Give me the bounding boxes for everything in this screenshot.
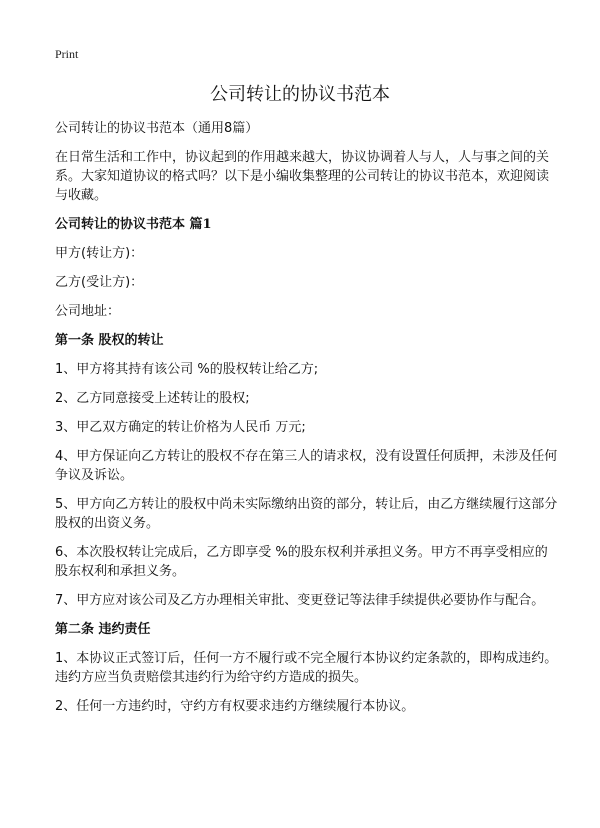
party-a-line: 甲方(转让方)： [55,246,144,261]
article2-item: 2、任何一方违约时，守约方有权要求违约方继续履行本协议。 [55,699,415,714]
party-b-line: 乙方(受让方)： [55,275,144,290]
intro-paragraph: 在日常生活和工作中，协议起到的作用越来越大，协议协调着人与人，人与事之间的关系。大家知道协议的格式吗？以下是小编收集整理的公司转让的协议书范本，欢迎阅读与收藏。 [55,150,550,203]
document-subtitle: 公司转让的协议书范本（通用8篇） [55,121,259,136]
article2-item: 1、本协议正式签订后，任何一方不履行或不完全履行本协议约定条款的，即构成违约。违约方应当负责赔偿其违约行为给守约方造成的损失。 [55,651,558,685]
section-title: 公司转让的协议书范本 篇1 [55,217,212,232]
article1-item: 7、甲方应对该公司及乙方办理相关审批、变更登记等法律手续提供必要协作与配合。 [55,593,545,608]
article2-heading: 第二条 违约责任 [55,622,151,637]
company-address-line: 公司地址： [55,304,121,319]
article1-heading: 第一条 股权的转让 [55,333,164,348]
article1-item: 4、甲方保证向乙方转让的股权不存在第三人的请求权，没有设置任何质押，未涉及任何争议及诉讼。 [55,449,558,483]
article1-item: 5、甲方向乙方转让的股权中尚未实际缴纳出资的部分，转让后，由乙方继续履行这部分股权的出资义务。 [55,497,558,531]
print-link[interactable]: Print [55,47,79,61]
article1-item: 1、甲方将其持有该公司 %的股权转让给乙方; [55,362,319,377]
article1-item: 6、本次股权转让完成后，乙方即享受 %的股东权利并承担义务。甲方不再享受相应的股东权利和承担义务。 [55,545,548,579]
page-title: 公司转让的协议书范本 [210,84,390,105]
article1-item: 2、乙方同意接受上述转让的股权; [55,391,250,406]
article1-item: 3、甲乙双方确定的转让价格为人民币 万元; [55,420,306,435]
document-body [55,119,560,726]
